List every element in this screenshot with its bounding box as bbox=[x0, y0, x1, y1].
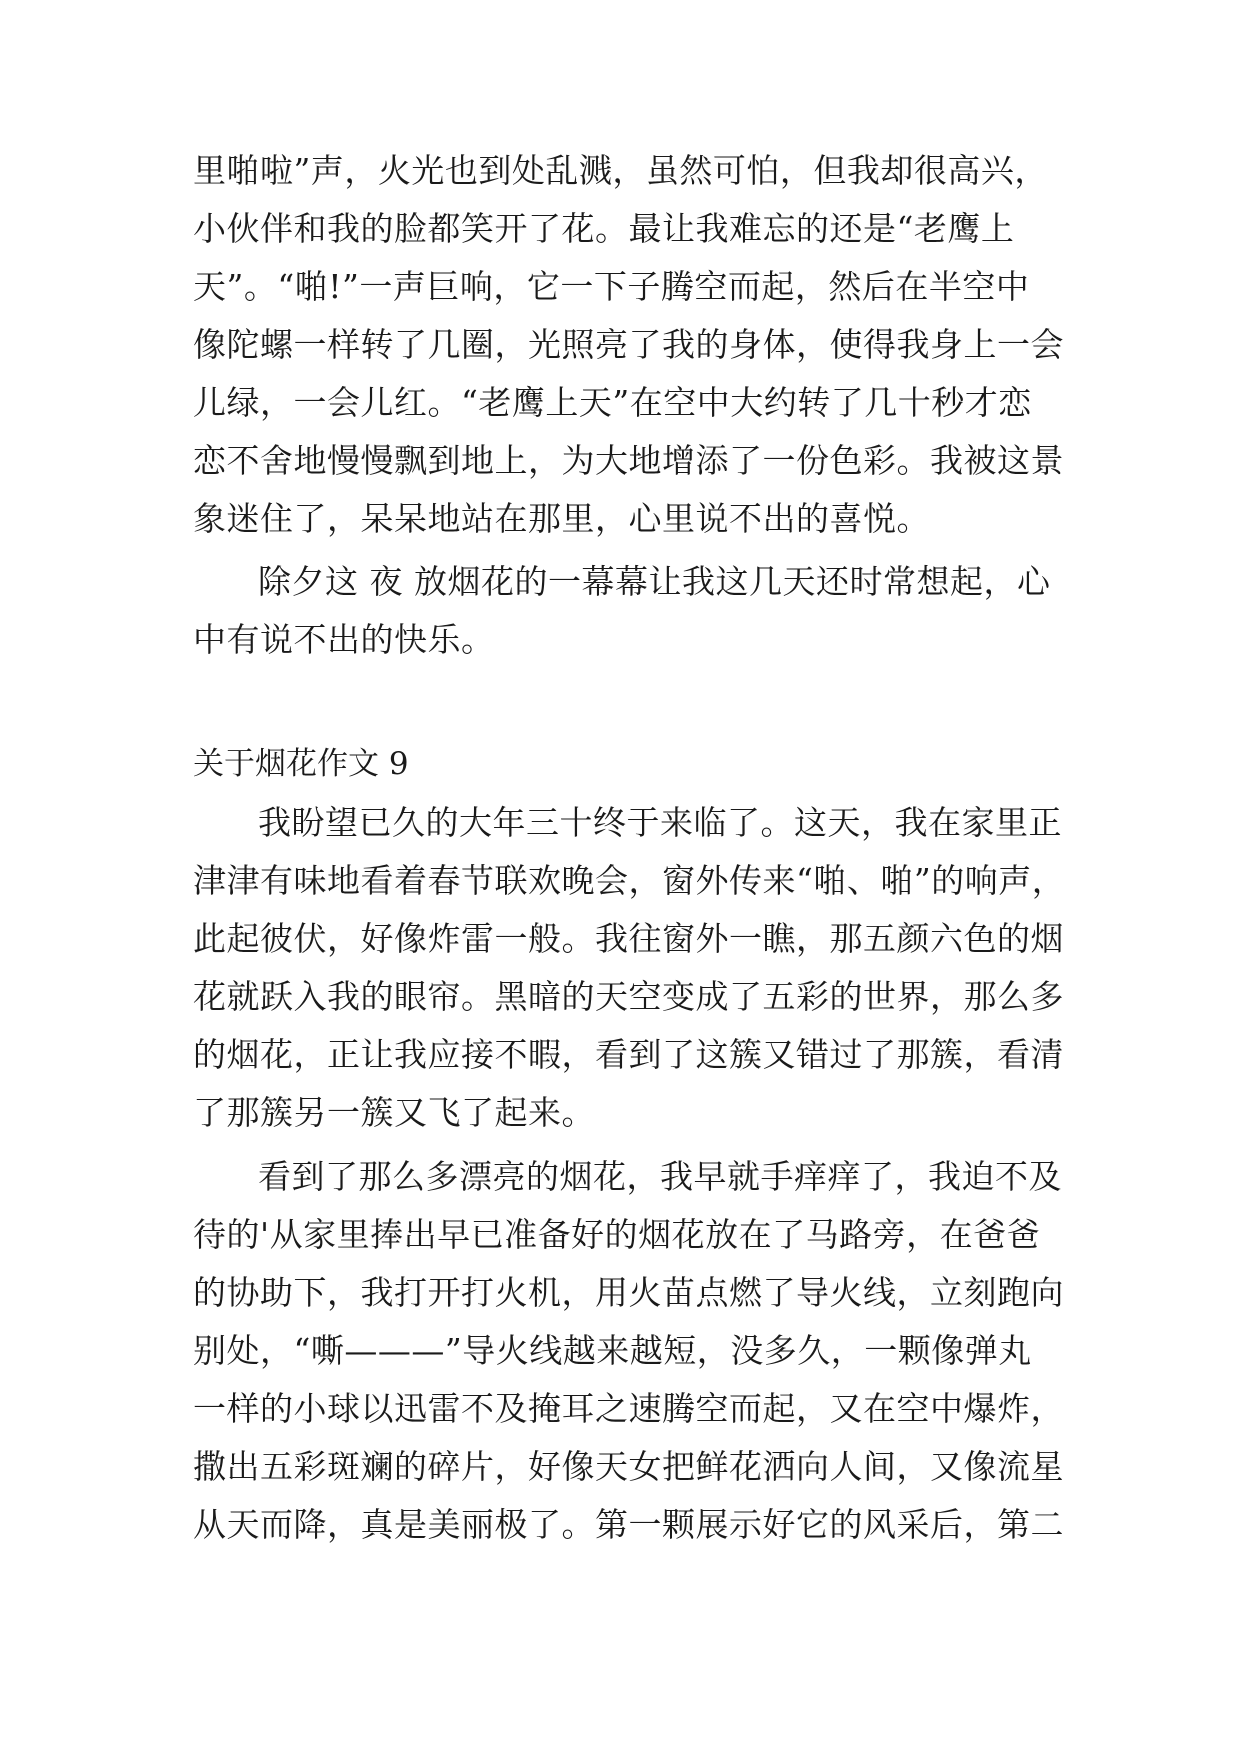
paragraph-line: 一样的小球以迅雷不及掩耳之速腾空而起，又在空中爆炸， bbox=[193, 1389, 1064, 1428]
paragraph-line: 像陀螺一样转了几圈，光照亮了我的身体，使得我身上一会 bbox=[193, 325, 1064, 364]
paragraph-line: 花就跃入我的眼帘。黑暗的天空变成了五彩的世界，那么多 bbox=[193, 977, 1064, 1016]
paragraph-line: 从天而降，真是美丽极了。第一颗展示好它的风采后，第二 bbox=[193, 1505, 1064, 1544]
paragraph-line: 小伙伴和我的脸都笑开了花。最让我难忘的还是“老鹰上 bbox=[193, 209, 1015, 248]
paragraph-line: 此起彼伏，好像炸雷一般。我往窗外一瞧，那五颜六色的烟 bbox=[193, 919, 1064, 958]
paragraph-line: 象迷住了，呆呆地站在那里，心里说不出的喜悦。 bbox=[193, 499, 930, 538]
paragraph-line: 看到了那么多漂亮的烟花，我早就手痒痒了，我迫不及 bbox=[258, 1157, 1062, 1196]
paragraph-line: 待的'从家里捧出早已准备好的烟花放在了马路旁，在爸爸 bbox=[193, 1215, 1041, 1254]
paragraph-line: 儿绿，一会儿红。“老鹰上天”在空中大约转了几十秒才恋 bbox=[193, 383, 1032, 422]
paragraph-line: 除夕这 夜 放烟花的一幕幕让我这几天还时常想起，心 bbox=[258, 562, 1051, 601]
paragraph-line: 里啪啦”声，火光也到处乱溅，虽然可怕，但我却很高兴， bbox=[193, 151, 1048, 190]
paragraph-line: 中有说不出的快乐。 bbox=[193, 620, 495, 659]
paragraph-line: 我盼望已久的大年三十终于来临了。这天，我在家里正 bbox=[258, 803, 1062, 842]
section-title: 关于烟花作文 9 bbox=[193, 746, 409, 782]
paragraph-line: 的烟花，正让我应接不暇，看到了这簇又错过了那簇，看清 bbox=[193, 1035, 1064, 1074]
paragraph-line: 恋不舍地慢慢飘到地上，为大地增添了一份色彩。我被这景 bbox=[193, 441, 1064, 480]
paragraph-line: 别处，“嘶———”导火线越来越短，没多久，一颗像弹丸 bbox=[193, 1331, 1032, 1370]
paragraph-line: 的协助下，我打开打火机，用火苗点燃了导火线，立刻跑向 bbox=[193, 1273, 1064, 1312]
paragraph-line: 了那簇另一簇又飞了起来。 bbox=[193, 1093, 595, 1132]
paragraph-line: 津津有味地看着春节联欢晚会，窗外传来“啪、啪”的响声， bbox=[193, 861, 1066, 900]
paragraph-line: 天”。“啪!”一声巨响，它一下子腾空而起，然后在半空中 bbox=[193, 267, 1030, 306]
paragraph-line: 撒出五彩斑斓的碎片，好像天女把鲜花洒向人间，又像流星 bbox=[193, 1447, 1064, 1486]
